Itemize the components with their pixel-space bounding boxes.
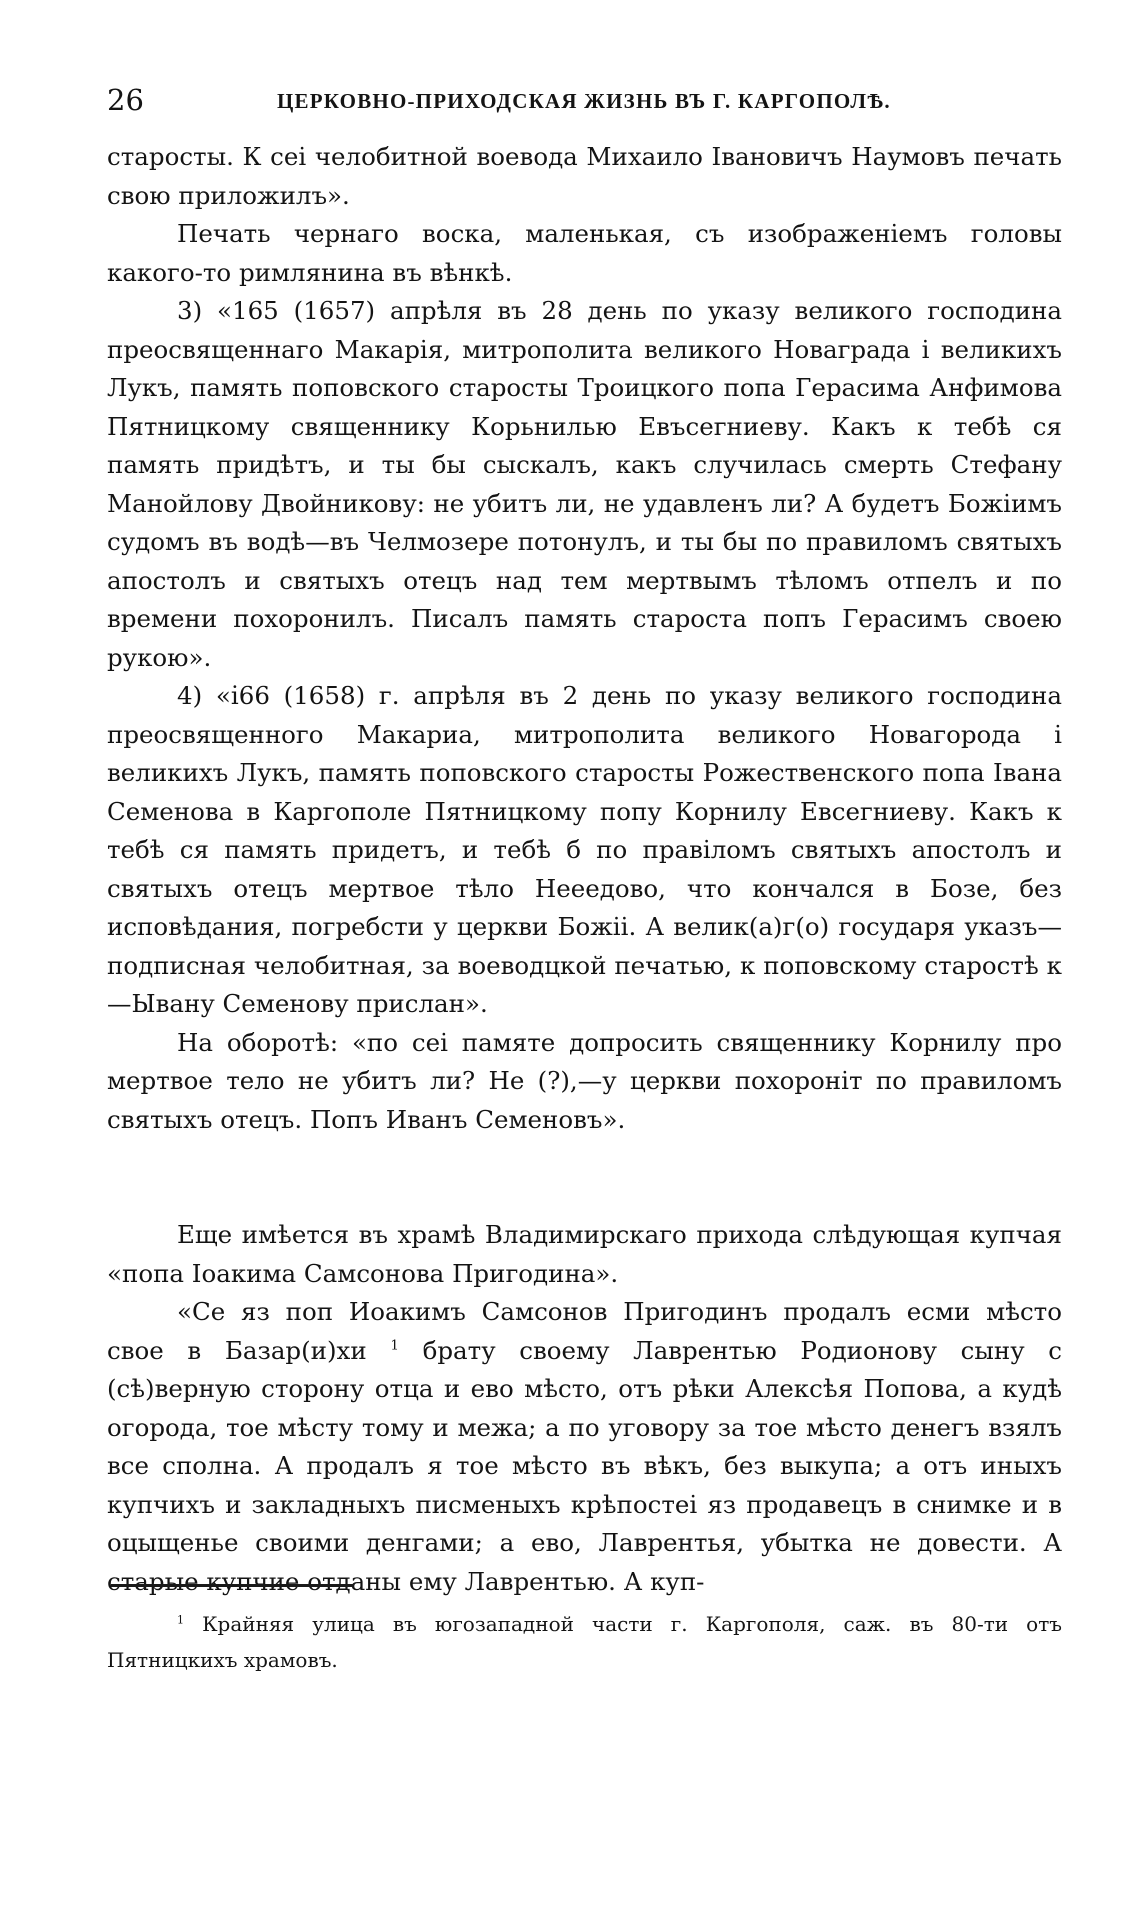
page-number: 26 [107, 83, 144, 117]
page-header [107, 80, 1057, 120]
footnote [107, 1606, 1062, 1678]
paragraph-7-part-1: «Се яз поп Иоакимъ Самсонов Пригодинъ продалъ есми мѣсто свое в Базар(и)хи [107, 1297, 1062, 1365]
paragraph-5: На оборотѣ: «по сеі памяте допросить священнику Корнилу про мертвое тело не убитъ ли? Не (?),—у церкви похороніт по правиломъ святыхъ отецъ. Попъ Иванъ Семеновъ». [107, 1027, 1062, 1134]
paragraph-3: 3) «165 (1657) апрѣля въ 28 день по указу великого господина преосвященнаго Макарія, митрополита великого Новаграда і великихъ Лукъ, память поповского старосты Троицкого попа Герасима Анфимова Пятницкому священнику Корьнилью Евъсегниеву. Какъ к тебѣ ся память придѣтъ, и ты бы сыскалъ, какъ случилась смерть Стефану Манойлову Двойникову: не убитъ ли, не удавленъ ли? А будетъ Божіимъ судомъ въ водѣ—въ Челмозере потонулъ, и ты бы по правиломъ святыхъ апостолъ и святыхъ отецъ над тем мертвымъ тѣломъ отпелъ и по времени похоронилъ. Писалъ память староста попъ Герасимъ своею рукою». [107, 296, 1062, 672]
footnote-marker: 1 [177, 1613, 184, 1627]
footnote-paragraph [107, 1606, 1062, 1678]
footnote-text: Крайняя улица въ югозападной части г. Каргополя, саж. въ 80-ти отъ Пятницкихъ храмовъ. [107, 1612, 1062, 1672]
section-gap [107, 1139, 1062, 1216]
paragraph-4: 4) «і̇66 (1658) г. апрѣля въ 2 день по указу великого господина преосвященного Макариа, митрополита великого Новагорода і великихъ Лукъ, память поповского старосты Рожественского попа Івана Семенова в Каргополе Пятницкому попу Корнилу Евсегниеву. Какъ к тебѣ ся память придетъ, и тебѣ б по правіломъ святыхъ апостолъ и святыхъ отецъ мертвое тѣло Нееедово, что кончался в Бозе, без исповѣдания, погребсти у церкви Божіі. А велик(а)г(о) государя указъ—подписная челобитная, за воеводцкой печатью, к поповскому старостѣ к—Ывану Семенову прислан». [107, 681, 1062, 1018]
footnote-reference[interactable]: 1 [390, 1337, 399, 1354]
paragraph-1: старосты. К сеі челобитной воевода Михаило Івановичъ Наумовъ печать свою приложилъ». [107, 142, 1062, 210]
paragraph-7 [107, 1293, 1062, 1601]
paragraph-7-part-2: брату своему Лаврентью Родионову сыну с (сѣ)верную сторону отца и ево мѣсто, отъ рѣки Алексѣя Попова, а кудѣ огорода, тое мѣсту тому и межа; а по уговору за тое мѣсто денегъ взялъ все сполна. А продалъ я тое мѣсто въ вѣкъ, без выкупа; а отъ иныхъ купчихъ и закладныхъ писменыхъ крѣпостеі яз продавецъ в снимке и в оцыщенье своими денгами; а ево, Лаврентья, убытка не довести. А старые купчие отданы ему Лаврентью. А куп- [107, 1335, 1063, 1596]
footnote-divider [111, 1584, 354, 1587]
paragraph-6: Еще имѣется въ храмѣ Владимирскаго прихода слѣдующая купчая «попа Іоакима Самсонова Пригодина». [107, 1220, 1062, 1288]
main-text [107, 138, 1062, 1601]
paragraph-2: Печать чернаго воска, маленькая, съ изображеніемъ головы какого-то римлянина въ вѣнкѣ. [107, 219, 1062, 287]
running-title: ЦЕРКОВНО-ПРИХОДСКАЯ ЖИЗНЬ ВЪ Г. КАРГОПОЛѢ. [277, 89, 891, 113]
